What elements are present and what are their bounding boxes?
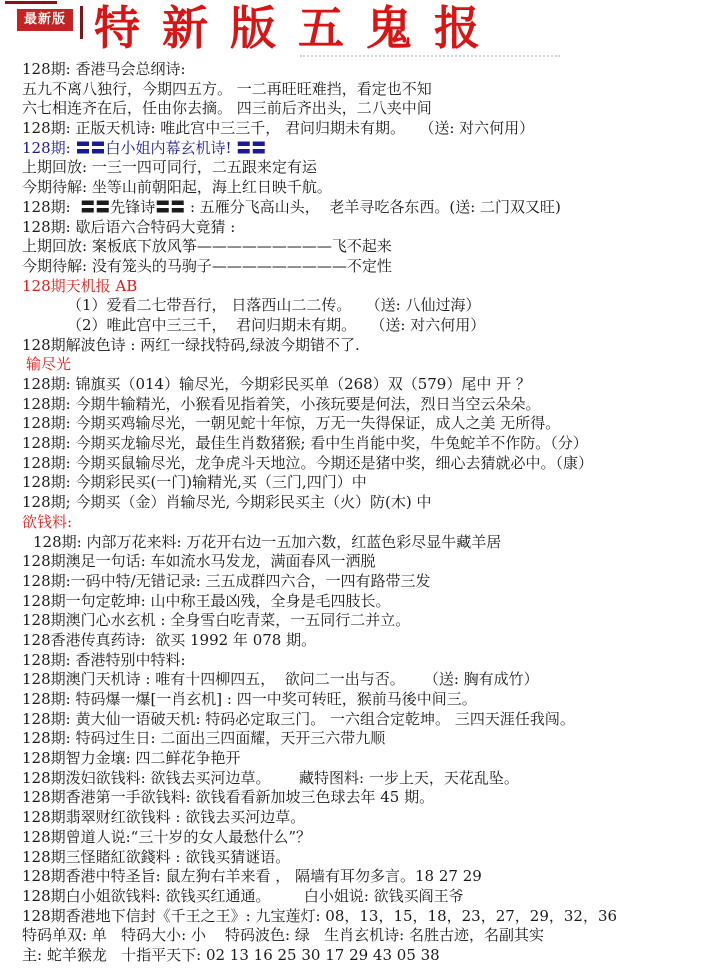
report-line: 128期: 歇后语六合特码大竟猜 : — [22, 217, 236, 236]
report-line: 128期一句定乾坤: 山中称王最凶残，全身是毛四肢长。 — [22, 591, 391, 610]
report-line: 输尽光 — [26, 355, 72, 374]
report-line: 128期: 今期牛输精光，小猴看见指着笑，小孩玩要是何法，烈日当空云朵朵。 — [22, 394, 541, 413]
report-line: 128期: 黄大仙一语破天机: 特码必定取三门。 一六组合定乾坤。 三四天涯任我闯。 — [22, 709, 575, 728]
report-line: 128期: 特码爆一爆[一肖玄机] : 四一中奖可转旺，猴前马後中间三。 — [22, 690, 477, 708]
report-line: 128期: 锦旗买（014）输尽光，今期彩民买单（268）双（579）尾中 开 ？ — [22, 375, 531, 393]
report-line: 六七相连齐在后，任由你去摘。 四三前后齐出头，二八夹中间 — [22, 99, 432, 118]
report-line: 128期天机报 AB — [22, 276, 138, 295]
report-line: 主: 蛇羊猴龙 十指平天下: 02 13 16 25 30 17 29 43 05 38 — [22, 945, 440, 964]
report-line: 128期白小姐欲钱料: 欲钱买红通通。 白小姐说: 欲钱买阎王爷 — [22, 886, 464, 905]
report-line: 128期: 〓〓白小姐内幕玄机诗! 〓〓 — [22, 138, 267, 157]
report-line: 128期香港第一手欲钱料: 欲钱看看新加坡三色球去年 45 期。 — [22, 788, 435, 807]
report-line: 128期:一码中特/无错记录: 三五成群四六合，一四有路带三发 — [22, 571, 431, 590]
report-line: 128期澳门心水玄机 : 全身雪白吃青菜，一五同行二并立。 — [22, 611, 411, 630]
report-line: 128期: 正版天机诗: 唯此宫中三三千， 君问归期未有期。 （送: 对六何用） — [22, 119, 535, 138]
report-line: 欲钱料: — [22, 512, 73, 531]
report-line: 128期澳门天机诗 : 唯有十四柳四五， 欲问二一出与否。 （送: 胸有成竹） — [22, 670, 539, 689]
report-line: （1）爱看二七带吾行， 日落西山二二传。 （送: 八仙过海） — [67, 296, 481, 315]
report-line: 128期香港中特圣旨: 鼠左狗右羊来看 ， 隔墙有耳勿多言。18 27 29 — [22, 867, 482, 886]
report-line: 128期: 特码过生日: 二面出三四面耀，天开三六带九顺 — [22, 729, 386, 748]
page-title: 特新版五鬼报 — [94, 1, 502, 55]
report-line: 128香港传真药诗: 欲买 1992 年 078 期。 — [22, 630, 317, 649]
report-line: 128期泼妇欲钱料: 欲钱去买河边草。 藏特图料: 一步上天，天花乱坠。 — [22, 768, 519, 787]
report-line: 128期智力金壤: 四二鲜花争艳开 — [22, 749, 241, 768]
report-line: 128期澳足一句话: 车如流水马发龙，满面春风一洒脱 — [22, 552, 376, 571]
report-body — [0, 58, 720, 966]
report-line: 128期: 内部万花来料: 万花开右边一五加六数，红蓝色彩尽显牛藏羊居 — [33, 532, 502, 551]
report-line: 今期待解: 没有笼头的马驹子—————————不定性 — [22, 256, 392, 275]
report-line: 128期三怪賭紅欲錢料 : 欲钱买猜谜语。 — [22, 847, 291, 866]
report-header — [0, 0, 720, 58]
report-line: 128期解波色诗 : 两红一绿找特码,绿波今期错不了. — [22, 335, 360, 354]
report-line: 128期: 香港马会总纲诗: — [22, 60, 186, 78]
report-line: 128期曾道人说:“三十岁的女人最愁什么”？ — [22, 827, 312, 846]
report-line: 128期: 今期买龙输尽光，最佳生肖数猪猴; 看中生肖能中奖，牛兔蛇羊不作防。（分） — [22, 434, 588, 453]
latest-edition-badge: 最新版 — [17, 9, 73, 31]
report-line: （2）唯此宫中三三千， 君问归期未有期。 （送: 对六何用） — [67, 315, 486, 334]
report-line: 128期: 今期买鼠输尽光，龙争虎斗天地泣。今期还是猪中奖，细心去猜就必中。（康） — [22, 453, 593, 472]
report-line: 128期: 香港特别中特料: — [22, 650, 186, 669]
report-line: 128期; 今期买（金）肖输尽光, 今期彩民买主（火）防(木) 中 — [22, 493, 432, 512]
report-line: 128期香港地下信封《千王之王》: 九宝莲灯: 08，13，15，18，23，27，29，32，36 — [22, 906, 618, 925]
report-line: 128期翡翠财红欲钱料 : 欲钱去买河边草。 — [22, 808, 306, 827]
report-line: 128期: 今期买鸡输尽光，一朝见蛇十年惊，万无一失得保证，成人之美 无所得。 — [22, 414, 561, 433]
report-line: 今期待解: 坐等山前朝阳起，海上红日映千航。 — [22, 178, 332, 197]
report-line: 128期: 今期彩民买(一门)输精光,买（三门,四门）中 — [22, 473, 367, 492]
report-line: 特码单双: 单 特码大小: 小 特码波色: 绿 生肖玄机诗: 名胜古迹，名副其实 — [22, 926, 544, 945]
dotted-separator — [300, 55, 560, 57]
badge-top-rule — [5, 1, 57, 4]
report-line: 128期: 〓〓先锋诗〓〓 : 五雁分飞高山头， 老羊寻吃各东西。(送: 二门双又旺) — [22, 197, 561, 216]
report-line: 上期回放: 一三一四可同行，二五跟来定有运 — [22, 158, 317, 177]
badge-right-rule — [80, 6, 83, 39]
report-line: 五九不离八独行，今期四五方。 一二再旺旺难挡，看定也不知 — [22, 79, 432, 98]
report-line: 上期回放: 案板底下放风筝—————————飞不起来 — [22, 237, 392, 256]
